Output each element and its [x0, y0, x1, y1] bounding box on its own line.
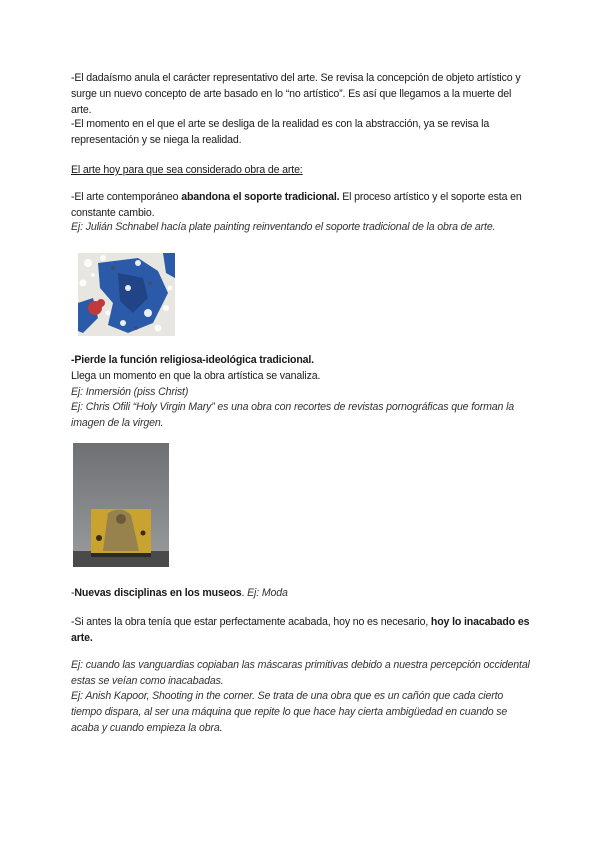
holy-virgin-mary-image: [73, 443, 169, 567]
example-vanguardias: Ej: cuando las vanguardias copiaban las máscaras primitivas debido a nuestra percepción occidental estas se veían como inacabadas.: [71, 659, 530, 687]
example-schnabel: Ej: Julián Schnabel hacía plate painting reinventando el soporte tradicional de la obra de arte.: [71, 221, 496, 233]
point-disciplinas: -Nuevas disciplinas en los museos. Ej: Moda: [71, 587, 288, 599]
plate-painting-graphic: [78, 253, 175, 336]
gallery-photo-graphic: [73, 443, 169, 567]
intro-paragraph-dadaism: -El dadaísmo anula el carácter representativo del arte. Se revisa la concepción de objeto artístico y surge un nuevo concepto de arte basado en lo “no artístico”. Es así que llegamos a la muerte del arte.: [71, 72, 521, 116]
section-heading: El arte hoy para que sea considerado obra de arte:: [71, 164, 303, 176]
point-soporte-bold: abandona el soporte tradicional.: [181, 191, 340, 203]
example-ofili: Ej: Chris Ofili “Holy Virgin Mary” es una obra con recortes de revistas pornográficas que forman la imagen de la virgen.: [71, 401, 515, 429]
example-kapoor: Ej: Anish Kapoor, Shooting in the corner. Se trata de una obra que es un cañón que cada cierto tiempo dispara, al ser una máquina que repite lo que hace hay cierta ambigüedad en cuando se acaba y cuando empieza la obra.: [71, 690, 508, 734]
plate-painting-image: [78, 253, 175, 336]
example-inmersion: Ej: Inmersión (piss Christ): [71, 386, 189, 398]
example-moda: Ej: Moda: [247, 587, 288, 599]
point-religiosa-text: Llega un momento en que la obra artística se vanaliza.: [71, 370, 321, 382]
intro-paragraph-abstraction: -El momento en el que el arte se desliga de la realidad es con la abstracción, ya se revisa la representación y se niega la realidad.: [71, 118, 490, 146]
point-inacabado: -Si antes la obra tenía que estar perfectamente acabada, hoy no es necesario, hoy lo inacabado es arte.: [71, 616, 530, 644]
point-religiosa-heading: -Pierde la función religiosa-ideológica tradicional.: [71, 354, 314, 366]
point-soporte: -El arte contemporáneo abandona el soporte tradicional. El proceso artístico y el soporte esta en constante cambio.: [71, 191, 522, 219]
